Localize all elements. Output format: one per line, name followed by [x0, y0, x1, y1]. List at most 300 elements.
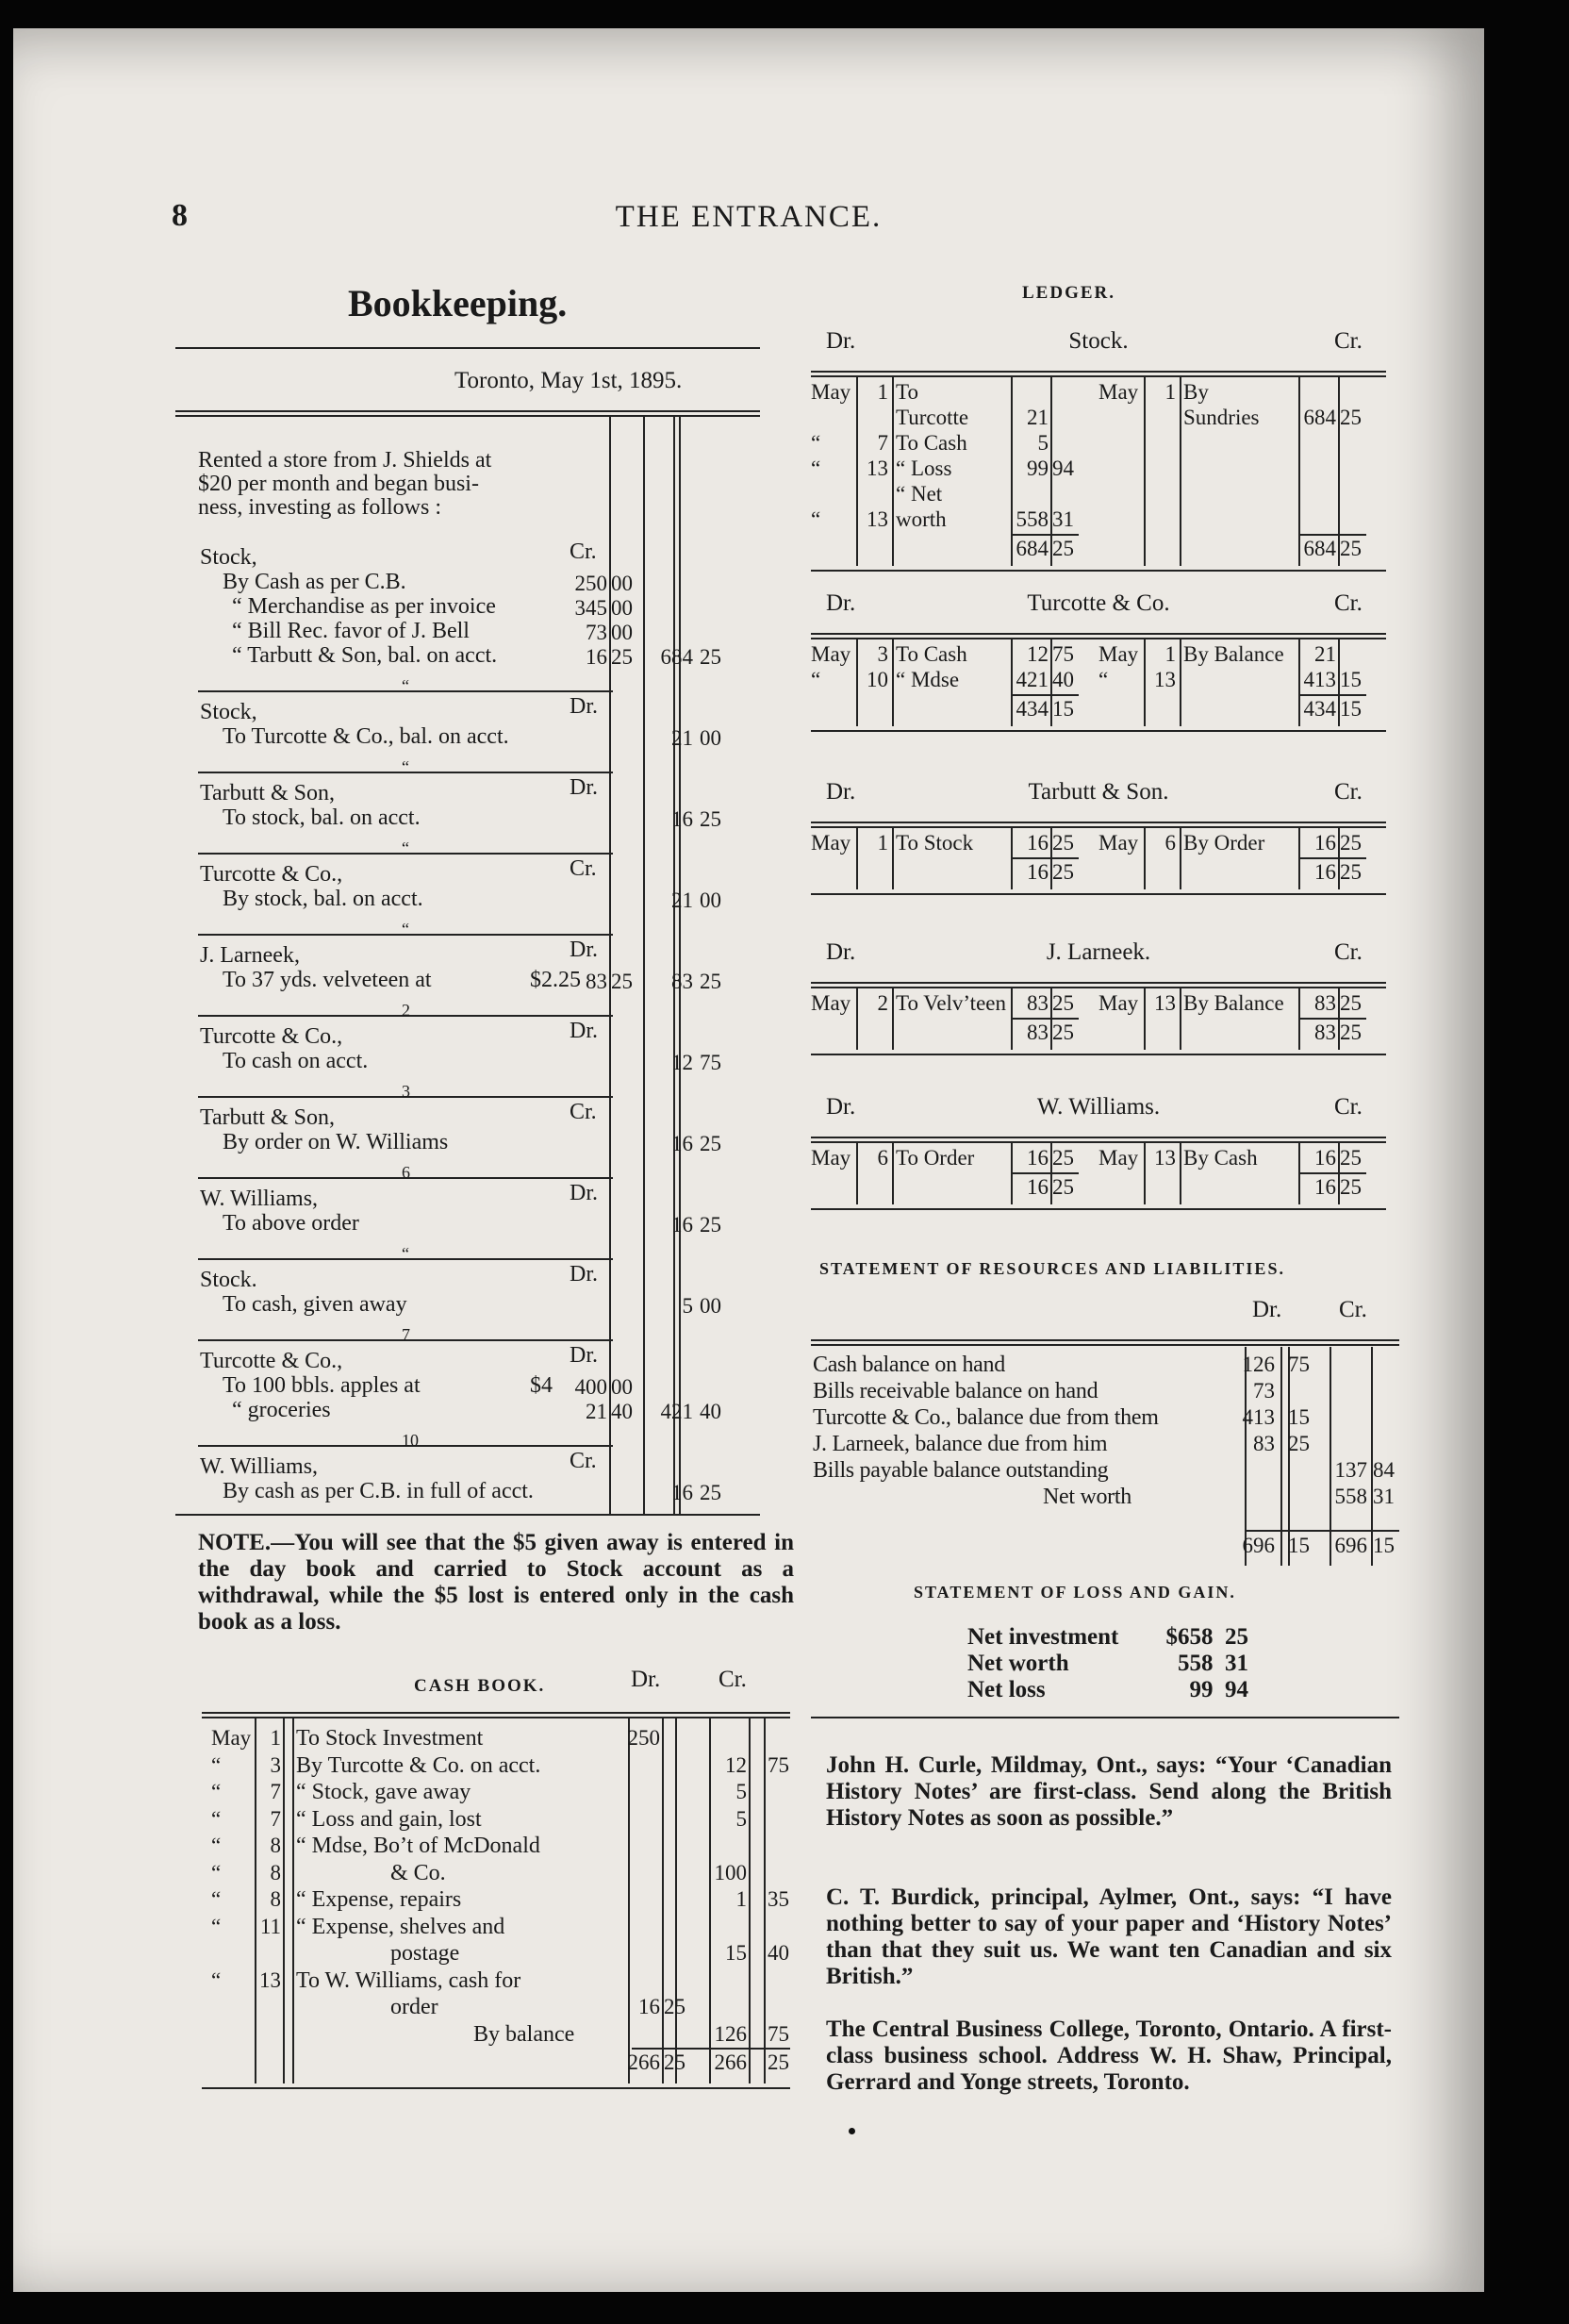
- resource-cr-dollars: 558: [1334, 1485, 1367, 1508]
- ledger-cents: 15: [1340, 668, 1362, 691]
- journal-line: Turcotte & Co.,: [200, 862, 343, 887]
- ledger-account-name: J. Larneek.: [1046, 939, 1151, 965]
- journal-line: To Turcotte & Co., bal. on acct.: [223, 724, 509, 749]
- journal-line: “ groceries: [232, 1398, 331, 1422]
- resource-dr-dollars: 83: [1253, 1432, 1275, 1455]
- ledger-month: May: [811, 642, 851, 666]
- ledger-cr: Cr.: [1334, 939, 1363, 965]
- cash-row-month: “: [211, 1860, 222, 1884]
- outer-amount-dollars: 16: [671, 807, 693, 831]
- ledger-day: 13: [867, 507, 888, 531]
- resource-row-text: Cash balance on hand: [813, 1353, 1005, 1377]
- ledger-cents: 25: [1340, 831, 1362, 855]
- ledger-month: May: [811, 831, 851, 855]
- journal-line: By cash as per C.B. in full of acct.: [223, 1479, 534, 1503]
- ledger-cr: Cr.: [1334, 779, 1363, 805]
- ledger-total-cents: 15: [1052, 697, 1074, 721]
- journal-side: Cr.: [570, 856, 597, 881]
- outer-amount-cents: 25: [700, 1213, 721, 1237]
- resource-row-text: Bills receivable balance on hand: [813, 1379, 1098, 1403]
- journal-line: To cash on acct.: [223, 1049, 369, 1073]
- ledger-total-cents: 25: [1052, 860, 1074, 884]
- cash-row-month: “: [211, 1967, 222, 1992]
- cash-dr-cents: 25: [664, 1995, 685, 2018]
- ledger-day: 3: [877, 642, 888, 666]
- outer-amount-dollars: 83: [671, 970, 693, 993]
- ledger-cents: 25: [1052, 831, 1074, 855]
- ledger-detail: “ Mdse: [896, 668, 960, 691]
- entry-separator: “: [402, 757, 409, 776]
- cash-book-title: CASH BOOK.: [414, 1676, 546, 1696]
- ledger-dollars: 21: [1027, 406, 1049, 429]
- outer-amount-cents: 00: [700, 726, 721, 750]
- ledger-cents: 25: [1340, 991, 1362, 1015]
- column-rule: [764, 1718, 766, 2083]
- journal-line: “ Tarbutt & Son, bal. on acct.: [232, 643, 498, 668]
- ledger-total-dollars: 16: [1314, 860, 1336, 884]
- ledger-month: May: [1098, 831, 1139, 855]
- testimonial-burdick: C. T. Burdick, principal, Aylmer, Ont., says: “I have nothing better to say of your paper and ‘History Notes’ than that they suit us. We want ten Canadian and six British.”: [826, 1884, 1392, 1989]
- resources-dr: Dr.: [1252, 1297, 1282, 1322]
- journal-side: Dr.: [570, 1181, 598, 1205]
- outer-amount-dollars: 16: [671, 1213, 693, 1237]
- column-rule: [892, 376, 894, 566]
- ledger-dollars: 12: [1027, 642, 1049, 666]
- journal-line: To cash, given away: [223, 1292, 407, 1317]
- outer-amount-cents: 25: [700, 1132, 721, 1155]
- entry-separator: “: [402, 920, 409, 938]
- ledger-dollars: 558: [1016, 507, 1049, 531]
- ledger-month: “: [1098, 668, 1109, 691]
- resources-cr: Cr.: [1339, 1297, 1367, 1322]
- column-rule: [1144, 376, 1146, 566]
- loss-gain-title: STATEMENT OF LOSS AND GAIN.: [914, 1583, 1236, 1602]
- resources-title: STATEMENT OF RESOURCES AND LIABILITIES.: [819, 1259, 1285, 1278]
- ledger-dollars: 16: [1314, 831, 1336, 855]
- inner-amount-cents: 25: [611, 645, 633, 669]
- total-rule: [1298, 1018, 1366, 1020]
- ledger-dollars: 16: [1314, 1146, 1336, 1170]
- cash-dr-dollars: 250: [627, 1726, 660, 1750]
- cash-row-month: “: [211, 1752, 222, 1777]
- ledger-detail: Sundries: [1183, 406, 1260, 429]
- outer-amount-cents: 40: [700, 1400, 721, 1423]
- outer-amount-cents: 25: [700, 1481, 721, 1504]
- ledger-day: 1: [877, 380, 888, 404]
- cash-cr-dollars: 5: [735, 1806, 747, 1831]
- cash-row-text: “ Loss and gain, lost: [296, 1806, 482, 1832]
- ledger-detail: By Balance: [1183, 991, 1284, 1015]
- journal-side: Dr.: [570, 1262, 598, 1286]
- ledger-month: May: [1098, 991, 1139, 1015]
- resource-total-dr-cents: 15: [1288, 1534, 1310, 1557]
- ledger-total-dollars: 83: [1314, 1021, 1336, 1044]
- journal-side: Dr.: [570, 775, 598, 800]
- cash-row-text: To Stock Investment: [296, 1726, 484, 1751]
- ledger-month: May: [811, 1146, 851, 1170]
- ledger-cr: Cr.: [1334, 328, 1363, 354]
- ledger-total-cents: 25: [1340, 1175, 1362, 1199]
- column-rule: [628, 1718, 630, 2083]
- outer-amount-cents: 25: [700, 807, 721, 831]
- entry-separator: “: [402, 838, 409, 857]
- ledger-cents: 75: [1052, 642, 1074, 666]
- column-rule: [892, 1142, 894, 1204]
- cash-row-day: 3: [270, 1752, 281, 1777]
- ledger-day: 7: [877, 431, 888, 455]
- resource-dr-cents: 75: [1288, 1353, 1310, 1376]
- ledger-day: 6: [877, 1146, 888, 1170]
- ledger-month: “: [811, 456, 821, 480]
- outer-amount-dollars: 12: [671, 1051, 693, 1074]
- ledger-cents: 25: [1340, 406, 1362, 429]
- ledger-detail: By Cash: [1183, 1146, 1258, 1170]
- outer-amount-dollars: 21: [671, 888, 693, 912]
- cash-row-day: 1: [270, 1726, 281, 1750]
- ledger-total-cents: 25: [1052, 537, 1074, 560]
- ledger-cr: Cr.: [1334, 1094, 1363, 1120]
- outer-amount-cents: 25: [700, 645, 721, 669]
- ledger-month: May: [1098, 1146, 1139, 1170]
- ledger-cr: Cr.: [1334, 590, 1363, 616]
- entry-separator: 7: [402, 1325, 410, 1344]
- ledger-dollars: 16: [1027, 831, 1049, 855]
- ledger-total-cents: 25: [1340, 860, 1362, 884]
- intro-line: $20 per month and began busi-: [198, 472, 479, 496]
- ledger-cents: 25: [1340, 1146, 1362, 1170]
- ledger-title: LEDGER.: [1022, 283, 1115, 303]
- journal-line: Turcotte & Co.,: [200, 1349, 343, 1373]
- note-paragraph: NOTE.—You will see that the $5 given away is entered in the day book and carried to Stock account as a withdrawal, while the $5 lost is entered only in the cash book as a loss.: [198, 1530, 794, 1635]
- loss-gain-label: Net investment: [967, 1624, 1119, 1650]
- ledger-dr: Dr.: [826, 328, 856, 354]
- ledger-cents: 25: [1052, 991, 1074, 1015]
- column-rule: [679, 415, 681, 1514]
- journal-side: Dr.: [570, 1343, 598, 1368]
- cash-row-month: “: [211, 1834, 222, 1857]
- cash-book-cr: Cr.: [718, 1667, 747, 1692]
- cash-row-month: “: [211, 1806, 222, 1831]
- cash-cr-dollars: 1: [735, 1887, 747, 1911]
- cash-cr-cents: 40: [768, 1941, 789, 1965]
- cash-row-text: & Co.: [390, 1860, 446, 1885]
- entry-separator: “: [402, 676, 409, 695]
- cash-row-month: May: [211, 1726, 252, 1750]
- journal-line: Stock.: [200, 1268, 257, 1292]
- ledger-month: “: [811, 668, 821, 691]
- resource-dr-cents: 25: [1288, 1432, 1310, 1455]
- ledger-total-dollars: 16: [1027, 1175, 1049, 1199]
- ledger-bottom-rule: [811, 1054, 1386, 1055]
- loss-gain-label: Net loss: [967, 1677, 1046, 1702]
- resource-row-text: J. Larneek, balance due from him: [813, 1432, 1108, 1456]
- cash-cr-dollars: 100: [714, 1860, 747, 1884]
- cash-book-dr: Dr.: [631, 1667, 661, 1692]
- journal-line: To 100 bbls. apples at: [223, 1373, 421, 1398]
- journal-side: Dr.: [570, 1019, 598, 1043]
- journal-line: To 37 yds. velveteen at: [223, 968, 432, 992]
- ledger-detail: “ Net: [896, 482, 943, 506]
- cash-total-dr-dollars: 266: [627, 2050, 660, 2074]
- ledger-total-dollars: 434: [1016, 697, 1049, 721]
- inner-amount-dollars: 21: [586, 1400, 607, 1423]
- entry-separator: “: [402, 1244, 409, 1263]
- column-rule: [675, 1718, 677, 2083]
- journal-side: Cr.: [570, 540, 597, 564]
- cash-row-text: By balance: [473, 2021, 575, 2047]
- ledger-cents: 94: [1052, 456, 1074, 480]
- outer-amount-cents: 00: [700, 1294, 721, 1318]
- cash-row-text: “ Expense, repairs: [296, 1887, 462, 1912]
- inner-amount-dollars: 250: [574, 572, 607, 595]
- cash-row-text: postage: [390, 1941, 460, 1966]
- loss-gain-label: Net worth: [967, 1651, 1069, 1676]
- ledger-dollars: 99: [1027, 456, 1049, 480]
- cash-row-month: “: [211, 1780, 222, 1803]
- journal-line: By Cash as per C.B.: [223, 570, 406, 594]
- total-rule: [1011, 857, 1079, 859]
- inner-amount-dollars: 83: [586, 970, 607, 993]
- resource-cr-dollars: 137: [1334, 1458, 1367, 1482]
- entry-separator: 6: [402, 1163, 410, 1182]
- ledger-account-name: Tarbutt & Son.: [1028, 779, 1169, 805]
- loss-gain-value: $658 25: [1165, 1624, 1248, 1650]
- page-number: 8: [172, 198, 188, 233]
- ledger-detail: By: [1183, 380, 1209, 404]
- resource-row-text: Turcotte & Co., balance due from them: [813, 1405, 1159, 1430]
- total-rule: [1298, 534, 1366, 536]
- ledger-dollars: 413: [1303, 668, 1336, 691]
- page: [13, 28, 1484, 2292]
- ledger-detail: By Order: [1183, 831, 1265, 855]
- journal-line: W. Williams,: [200, 1187, 319, 1211]
- intro-line: ness, investing as follows :: [198, 495, 441, 520]
- ledger-day: 13: [1154, 668, 1176, 691]
- journal-side: Dr.: [570, 694, 598, 719]
- cash-cr-cents: 75: [768, 1752, 789, 1777]
- ledger-cents: 25: [1052, 1146, 1074, 1170]
- cash-row-text: By Turcotte & Co. on acct.: [296, 1752, 541, 1778]
- ledger-day: 1: [877, 831, 888, 855]
- column-rule: [892, 639, 894, 726]
- running-title: THE ENTRANCE.: [615, 200, 883, 234]
- cash-row-day: 8: [270, 1834, 281, 1857]
- ledger-day: 10: [867, 668, 888, 691]
- ledger-detail: To Velv’teen: [896, 991, 1006, 1015]
- cash-row-month: “: [211, 1887, 222, 1911]
- ledger-dollars: 684: [1303, 406, 1336, 429]
- resource-row-text: Bills payable balance outstanding: [813, 1458, 1109, 1483]
- total-rule: [1011, 694, 1079, 696]
- rule: [202, 2087, 790, 2089]
- decorative-dot: [849, 2128, 855, 2134]
- cash-row-text: order: [390, 1995, 438, 2019]
- column-rule: [1180, 1142, 1181, 1204]
- column-rule: [1180, 639, 1181, 726]
- cash-cr-dollars: 126: [714, 2021, 747, 2046]
- ledger-total-cents: 25: [1340, 537, 1362, 560]
- outer-amount-dollars: 21: [671, 726, 693, 750]
- cash-total-dr-cents: 25: [664, 2050, 685, 2074]
- cash-dr-dollars: 16: [638, 1995, 660, 2018]
- total-rule: [1298, 694, 1366, 696]
- total-rule: [1011, 534, 1079, 536]
- inner-amount-cents: 40: [611, 1400, 633, 1423]
- column-rule: [643, 415, 645, 1514]
- column-rule: [662, 1718, 664, 2083]
- cash-row-day: 8: [270, 1887, 281, 1911]
- ledger-dollars: 83: [1027, 991, 1049, 1015]
- ledger-total-cents: 15: [1340, 697, 1362, 721]
- cash-cr-dollars: 12: [725, 1752, 747, 1777]
- inner-amount-dollars: 73: [586, 621, 607, 644]
- rule: [202, 1712, 790, 1718]
- outer-amount-dollars: 421: [660, 1400, 693, 1423]
- resource-row-text: Net worth: [1043, 1485, 1131, 1509]
- ledger-detail: To Order: [896, 1146, 975, 1170]
- journal-line: To above order: [223, 1211, 359, 1236]
- resource-dr-dollars: 73: [1253, 1379, 1275, 1403]
- ledger-day: 1: [1164, 380, 1176, 404]
- total-rule: [1245, 1530, 1399, 1532]
- column-rule: [1180, 988, 1181, 1050]
- journal-line: Tarbutt & Son,: [200, 781, 335, 805]
- outer-amount-dollars: 16: [671, 1132, 693, 1155]
- ledger-detail: To Stock: [896, 831, 974, 855]
- rule: [811, 1339, 1399, 1346]
- journal-line: By order on W. Williams: [223, 1130, 449, 1154]
- resource-total-dr-dollars: 696: [1242, 1534, 1275, 1557]
- cash-cr-dollars: 15: [725, 1941, 747, 1965]
- cash-row-day: 11: [259, 1914, 281, 1938]
- ledger-total-dollars: 684: [1303, 537, 1336, 560]
- outer-amount-dollars: 684: [660, 645, 693, 669]
- ledger-bottom-rule: [811, 570, 1386, 572]
- cash-row-text: “ Expense, shelves and: [296, 1914, 505, 1939]
- journal-line: Turcotte & Co.,: [200, 1024, 343, 1049]
- cash-cr-cents: 75: [768, 2021, 789, 2046]
- journal-line: Stock,: [200, 545, 257, 570]
- resource-dr-dollars: 413: [1242, 1405, 1275, 1429]
- total-rule: [632, 2048, 790, 2050]
- total-rule: [1011, 1172, 1079, 1174]
- ledger-day: 13: [1154, 991, 1176, 1015]
- ledger-bottom-rule: [811, 730, 1386, 732]
- ledger-account-name: Turcotte & Co.: [1027, 590, 1170, 616]
- ledger-total-dollars: 16: [1027, 860, 1049, 884]
- ledger-detail: “ Loss: [896, 456, 952, 480]
- column-rule: [749, 1718, 751, 2083]
- journal-line: “ Merchandise as per invoice: [232, 594, 496, 619]
- column-rule: [292, 1718, 294, 2083]
- section-heading: Bookkeeping.: [348, 282, 568, 324]
- outer-amount-cents: 00: [700, 888, 721, 912]
- ledger-dr: Dr.: [826, 590, 856, 616]
- ledger-month: “: [811, 507, 821, 531]
- resource-total-cr-cents: 15: [1373, 1534, 1395, 1557]
- journal-line: “ Bill Rec. favor of J. Bell: [232, 619, 470, 643]
- cash-row-day: 7: [270, 1806, 281, 1831]
- column-rule: [673, 415, 675, 1514]
- loss-gain-value: 99 94: [1189, 1677, 1248, 1702]
- ledger-month: “: [811, 431, 821, 455]
- column-rule: [1280, 1347, 1282, 1566]
- ledger-dr: Dr.: [826, 939, 856, 965]
- journal-side: Cr.: [570, 1449, 597, 1473]
- cash-total-cr-dollars: 266: [714, 2050, 747, 2074]
- ledger-dr: Dr.: [826, 1094, 856, 1120]
- cash-total-cr-cents: 25: [768, 2050, 789, 2074]
- ledger-total-dollars: 83: [1027, 1021, 1049, 1044]
- ledger-day: 13: [1154, 1146, 1176, 1170]
- outer-amount-cents: 75: [700, 1051, 721, 1074]
- rule: [175, 1514, 760, 1516]
- resource-dr-cents: 15: [1288, 1405, 1310, 1429]
- ledger-bottom-rule: [811, 1208, 1386, 1210]
- entry-separator: 3: [402, 1082, 410, 1101]
- rule: [175, 410, 760, 417]
- inner-amount-dollars: 400: [574, 1375, 607, 1399]
- journal-line: To stock, bal. on acct.: [223, 805, 421, 830]
- journal-line: Stock,: [200, 700, 257, 724]
- advert-business-college: The Central Business College, Toronto, Ontario. A first-class business school. Address W. H. Shaw, Principal, Gerrard and Yonge streets, Toronto.: [826, 2017, 1392, 2095]
- ledger-day: 13: [867, 456, 888, 480]
- ledger-total-cents: 25: [1340, 1021, 1362, 1044]
- ledger-month: May: [811, 991, 851, 1015]
- outer-amount-dollars: 16: [671, 1481, 693, 1504]
- ledger-day: 1: [1164, 642, 1176, 666]
- intro-line: Rented a store from J. Shields at: [198, 448, 492, 473]
- inner-amount-cents: 00: [611, 1375, 633, 1399]
- ledger-dollars: 21: [1314, 642, 1336, 666]
- journal-side: Dr.: [570, 938, 598, 962]
- outer-amount-cents: 25: [700, 970, 721, 993]
- ledger-cents: 40: [1052, 668, 1074, 691]
- ledger-detail: To Cash: [896, 642, 967, 666]
- ledger-bottom-rule: [811, 893, 1386, 895]
- ledger-dr: Dr.: [826, 779, 856, 805]
- entry-separator: 10: [402, 1431, 419, 1450]
- journal-line: J. Larneek,: [200, 943, 300, 968]
- ledger-total-dollars: 684: [1016, 537, 1049, 560]
- total-rule: [1298, 857, 1366, 859]
- ledger-dollars: 421: [1016, 668, 1049, 691]
- ledger-detail: worth: [896, 507, 947, 531]
- ledger-detail: Turcotte: [896, 406, 969, 429]
- cash-row-text: “ Mdse, Bo’t of McDonald: [296, 1834, 540, 1858]
- entry-separator: 2: [402, 1001, 410, 1020]
- ledger-detail: By Balance: [1183, 642, 1284, 666]
- cash-row-day: 8: [270, 1860, 281, 1884]
- resource-cr-cents: 84: [1373, 1458, 1395, 1482]
- inner-amount-dollars: 345: [574, 596, 607, 620]
- journal-side: Cr.: [570, 1100, 597, 1124]
- testimonial-curle: John H. Curle, Mildmay, Ont., says: “Your ‘Canadian History Notes’ are first-class. Send along the British History Notes as soon as possible.”: [826, 1752, 1392, 1831]
- inner-amount-cents: 00: [611, 572, 633, 595]
- outer-amount-dollars: 5: [682, 1294, 693, 1318]
- journal-line: Tarbutt & Son,: [200, 1105, 335, 1130]
- cash-row-month: “: [211, 1914, 222, 1938]
- cash-row-day: 7: [270, 1780, 281, 1803]
- ledger-total-dollars: 16: [1314, 1175, 1336, 1199]
- ledger-month: May: [811, 380, 851, 404]
- ledger-day: 2: [877, 991, 888, 1015]
- cash-cr-dollars: 5: [735, 1780, 747, 1803]
- inner-amount-cents: 25: [611, 970, 633, 993]
- journal-price: $2.25: [530, 968, 581, 992]
- inner-amount-dollars: 16: [586, 645, 607, 669]
- ledger-detail: To Cash: [896, 431, 967, 455]
